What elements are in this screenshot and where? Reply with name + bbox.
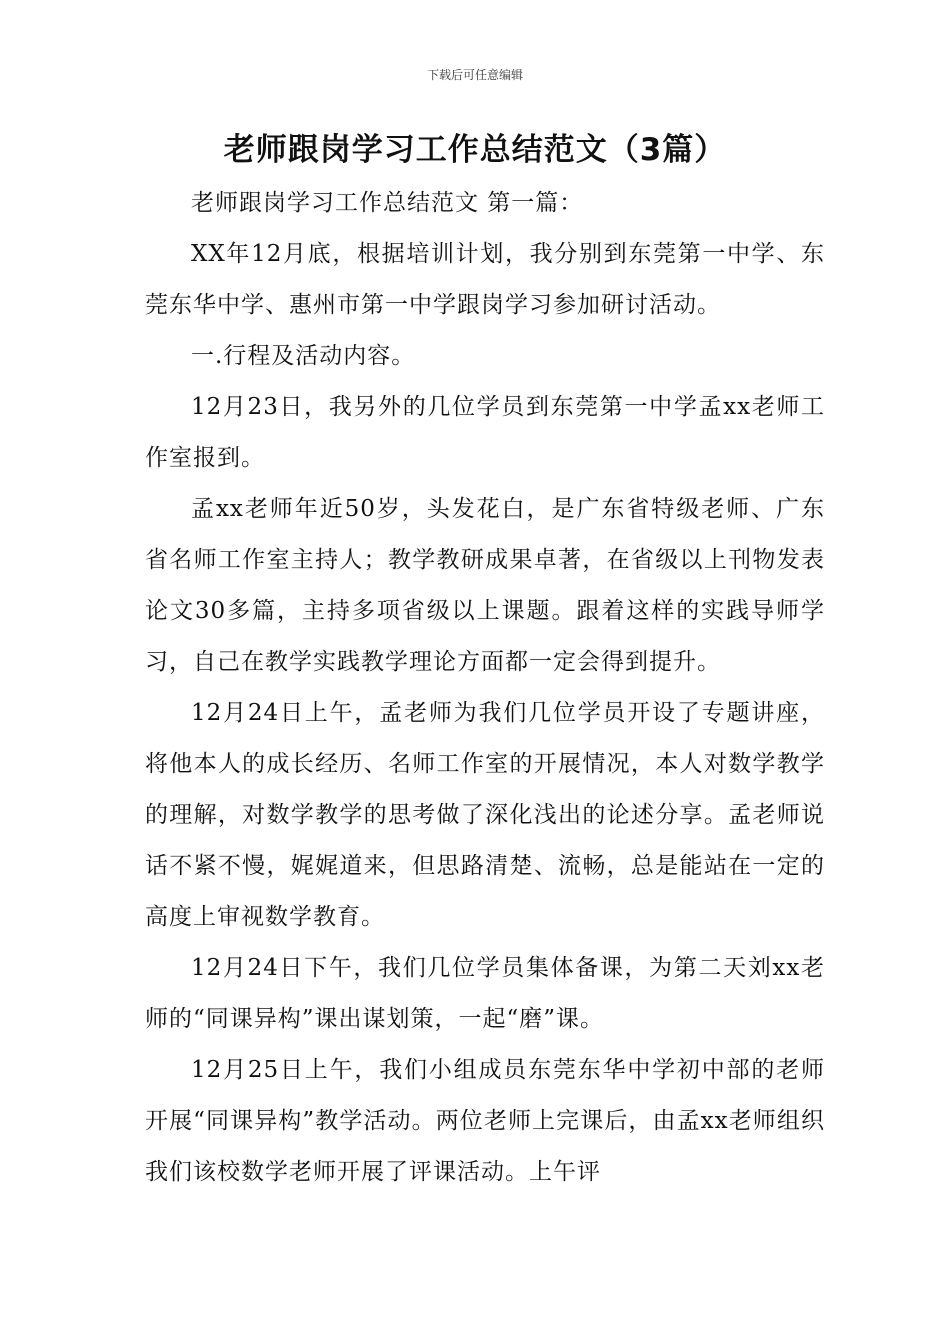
- paragraph: 12月25日上午，我们小组成员东莞东华中学初中部的老师开展“同课异构”教学活动。两位老师上完课后，由孟xx老师组织我们该校数学老师开展了评课活动。上午评: [145, 1057, 825, 1185]
- section-heading: 老师跟岗学习工作总结范文 第一篇：: [191, 190, 584, 216]
- document-title: 老师跟岗学习工作总结范文（3篇）: [223, 132, 727, 168]
- paragraph: 12月24日下午，我们几位学员集体备课，为第二天刘xx老师的“同课异构”课出谋划策，一起“磨”课。: [145, 955, 825, 1032]
- paragraph: 12月23日，我另外的几位学员到东莞第一中学孟xx老师工作室报到。: [145, 394, 825, 471]
- header-note: 下载后可任意编辑: [426, 68, 523, 82]
- paragraph: 孟xx老师年近50岁，头发花白，是广东省特级老师、广东省名师工作室主持人；教学教研成果卓著，在省级以上刊物发表论文30多篇，主持多项省级以上课题。跟着这样的实践导师学习，自己在教学实践教学理论方面都一定会得到提升。: [145, 496, 825, 675]
- document-body: [145, 178, 825, 1198]
- paragraph: XX年12月底，根据培训计划，我分别到东莞第一中学、东莞东华中学、惠州市第一中学跟岗学习参加研讨活动。: [145, 241, 825, 318]
- paragraph: 12月24日上午，孟老师为我们几位学员开设了专题讲座，将他本人的成长经历、名师工作室的开展情况，本人对数学教学的理解，对数学教学的思考做了深化浅出的论述分享。孟老师说话不紧不慢，娓娓道来，但思路清楚、流畅，总是能站在一定的高度上审视数学教育。: [145, 700, 825, 930]
- paragraph: 一.行程及活动内容。: [191, 343, 416, 369]
